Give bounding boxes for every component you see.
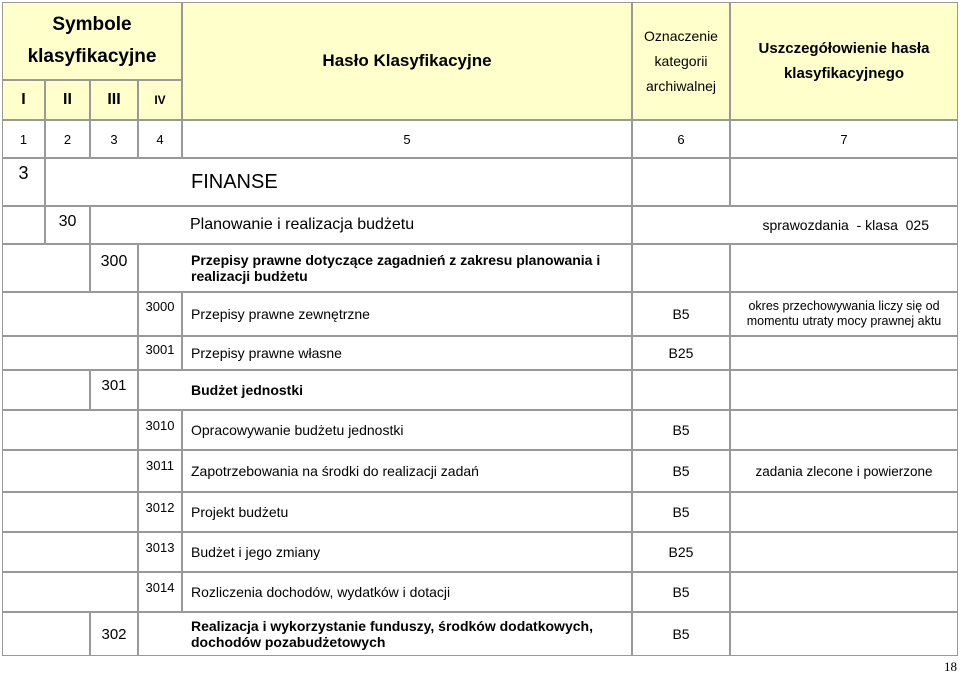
level-iii-header (90, 80, 138, 120)
detail-text: sprawozdania - klasa 025 (762, 217, 929, 233)
row-title (138, 244, 632, 292)
colnum-label: 4 (156, 131, 164, 147)
category-header (632, 2, 730, 120)
row-code (45, 206, 90, 244)
row-code (138, 450, 182, 492)
row-code (2, 158, 45, 206)
code-text: 30 (58, 213, 77, 230)
entry-header-label: Hasło Klasyfikacyjne (322, 51, 492, 70)
row-code (138, 492, 182, 532)
row-detail (730, 244, 958, 292)
row-category (632, 158, 730, 206)
row-title (138, 612, 632, 656)
code-text: 3014 (145, 580, 175, 595)
title-text: Przepisy prawne własne (191, 345, 342, 361)
code-text: 301 (101, 377, 127, 394)
colnum-4 (138, 120, 182, 158)
row-category (632, 292, 730, 336)
title-text: Opracowywanie budżetu jednostki (191, 422, 404, 438)
row-code (138, 410, 182, 450)
row-detail (632, 206, 958, 244)
detail-header-label: Uszczegółowienie hasła klasyfikacyjnego (758, 40, 930, 82)
row-title (182, 336, 632, 370)
row-indent (2, 532, 138, 572)
row-category (632, 612, 730, 656)
detail-text: zadania zlecone i powierzone (755, 463, 933, 479)
row-detail (730, 492, 958, 532)
title-text: Budżet i jego zmiany (191, 544, 321, 560)
row-code (138, 532, 182, 572)
title-text: FINANSE (191, 170, 278, 193)
colnum-label: 6 (677, 131, 685, 147)
detail-header (730, 2, 958, 120)
row-detail (730, 450, 958, 492)
row-indent (2, 292, 138, 336)
symbols-header (2, 2, 182, 80)
category-text: B25 (668, 544, 694, 560)
code-text: 300 (100, 253, 128, 270)
row-category (632, 244, 730, 292)
row-title (45, 158, 632, 206)
symbols-header-label: Symbole klasyfikacyjne (27, 14, 157, 67)
row-indent (2, 492, 138, 532)
colnum-1 (2, 120, 45, 158)
row-code (90, 612, 138, 656)
level-ii-label: II (63, 91, 72, 108)
row-detail (730, 410, 958, 450)
category-text: B5 (672, 504, 690, 520)
entry-header (182, 2, 632, 120)
category-text: B5 (672, 584, 690, 600)
code-text: 3011 (146, 458, 174, 473)
category-header-label: Oznaczenie kategorii archiwalnej (644, 27, 718, 94)
row-code (138, 572, 182, 612)
colnum-6 (632, 120, 730, 158)
level-i-header (2, 80, 45, 120)
row-title (182, 450, 632, 492)
level-ii-header (45, 80, 90, 120)
category-text: B25 (668, 345, 694, 361)
level-i-label: I (21, 91, 26, 108)
row-title (138, 370, 632, 410)
row-title (182, 410, 632, 450)
title-text: Planowanie i realizacja budżetu (190, 216, 415, 233)
row-detail (730, 336, 958, 370)
code-text: 3 (18, 163, 29, 183)
colnum-label: 7 (840, 131, 848, 147)
title-text: Przepisy prawne dotyczące zagadnień z zakresu planowania i realizacji budżetu (191, 252, 601, 284)
colnum-label: 5 (403, 131, 411, 147)
colnum-5 (182, 120, 632, 158)
title-text: Budżet jednostki (191, 382, 304, 398)
row-title (90, 206, 632, 244)
category-text: B5 (672, 626, 690, 642)
row-category (632, 572, 730, 612)
row-indent (2, 612, 90, 656)
row-category (632, 492, 730, 532)
row-title (182, 492, 632, 532)
row-indent (2, 450, 138, 492)
row-detail (730, 612, 958, 656)
row-category (632, 532, 730, 572)
level-iv-label: IV (154, 93, 166, 107)
colnum-7 (730, 120, 958, 158)
row-category (632, 370, 730, 410)
row-category (632, 410, 730, 450)
row-code (138, 292, 182, 336)
row-title (182, 572, 632, 612)
code-text: 302 (101, 625, 127, 643)
colnum-2 (45, 120, 90, 158)
row-code (138, 336, 182, 370)
level-iv-header (138, 80, 182, 120)
row-indent (2, 336, 138, 370)
colnum-label: 1 (19, 131, 28, 147)
row-detail (730, 532, 958, 572)
code-text: 3010 (145, 418, 175, 433)
row-indent (2, 370, 90, 410)
title-text: Rozliczenia dochodów, wydatków i dotacji (191, 584, 451, 600)
level-iii-label: III (107, 91, 121, 108)
code-text: 3000 (145, 299, 175, 314)
row-code (90, 370, 138, 410)
row-indent (2, 572, 138, 612)
row-code (90, 244, 138, 292)
row-category (632, 450, 730, 492)
row-category (632, 336, 730, 370)
category-text: B5 (672, 422, 690, 438)
colnum-label: 2 (63, 131, 72, 147)
code-text: 3012 (145, 500, 175, 515)
title-text: Projekt budżetu (191, 504, 289, 520)
row-detail (730, 292, 958, 336)
code-text: 3013 (145, 540, 175, 555)
row-detail (730, 572, 958, 612)
title-text: Przepisy prawne zewnętrzne (191, 306, 370, 322)
row-title (182, 532, 632, 572)
row-indent (2, 410, 138, 450)
colnum-label: 3 (110, 131, 118, 147)
row-title (182, 292, 632, 336)
code-text: 3001 (145, 342, 175, 357)
row-detail (730, 370, 958, 410)
title-text: Zapotrzebowania na środki do realizacji zadań (191, 463, 479, 479)
page-number: 18 (944, 659, 957, 674)
category-text: B5 (672, 463, 690, 479)
row-indent (2, 206, 45, 244)
row-indent (2, 244, 90, 292)
category-text: B5 (672, 306, 690, 322)
detail-text: okres przechowywania liczy się od momentu utraty mocy prawnej aktu (746, 299, 942, 328)
colnum-3 (90, 120, 138, 158)
row-detail (730, 158, 958, 206)
title-text: Realizacja i wykorzystanie funduszy, środków dodatkowych, dochodów pozabudżetowych (191, 618, 593, 650)
